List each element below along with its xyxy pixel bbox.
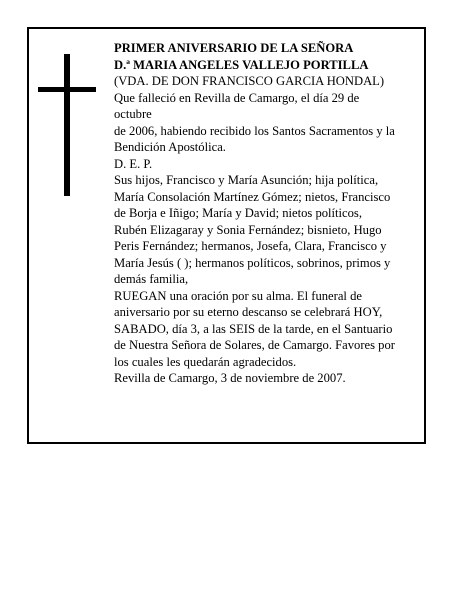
notice-heading: PRIMER ANIVERSARIO DE LA SEÑORA (114, 41, 354, 55)
rip-abbreviation: D. E. P. (114, 156, 153, 171)
funeral-details-line: de Nuestra Señora de Solares, de Camargo. Favores por (114, 338, 395, 352)
cross-icon (64, 54, 70, 196)
family-line: María Consolación Martínez Gómez; nietos, Francisco (114, 189, 391, 204)
family-line: de Borja e Iñigo; María y David; nietos políticos, (114, 206, 362, 220)
family-line: María Jesús ( ); hermanos políticos, sobrinos, primos y (114, 255, 391, 270)
deceased-widow-of: (VDA. DE DON FRANCISCO GARCIA HONDAL) (114, 74, 385, 88)
deceased-name: D.ª MARIA ANGELES VALLEJO PORTILLA (114, 57, 369, 72)
cross-icon-crossbar (38, 87, 96, 92)
death-details-line: Bendición Apostólica. (114, 140, 226, 154)
funeral-details-line: RUEGAN una oración por su alma. El funeral de (114, 288, 362, 303)
place-and-date: Revilla de Camargo, 3 de noviembre de 2007. (114, 371, 346, 385)
family-line: Sus hijos, Francisco y María Asunción; hija política, (114, 173, 379, 187)
family-line: demás familia, (114, 272, 189, 286)
obituary-text (114, 40, 426, 387)
funeral-details-line: aniversario por su eterno descanso se celebrará HOY, (114, 305, 383, 319)
death-details-line: octubre (114, 107, 152, 121)
family-line: Rubén Elizagaray y Sonia Fernández; bisnieto, Hugo (114, 222, 382, 237)
funeral-details-line: los cuales les quedarán agradecidos. (114, 354, 297, 369)
funeral-details-line: SABADO, día 3, a las SEIS de la tarde, en el Santuario (114, 321, 393, 336)
death-details-line: de 2006, habiendo recibido los Santos Sacramentos y la (114, 123, 395, 138)
death-details-line: Que falleció en Revilla de Camargo, el día 29 de (114, 90, 360, 105)
family-line: Peris Fernández; hermanos, Josefa, Clara, Francisco y (114, 239, 387, 253)
